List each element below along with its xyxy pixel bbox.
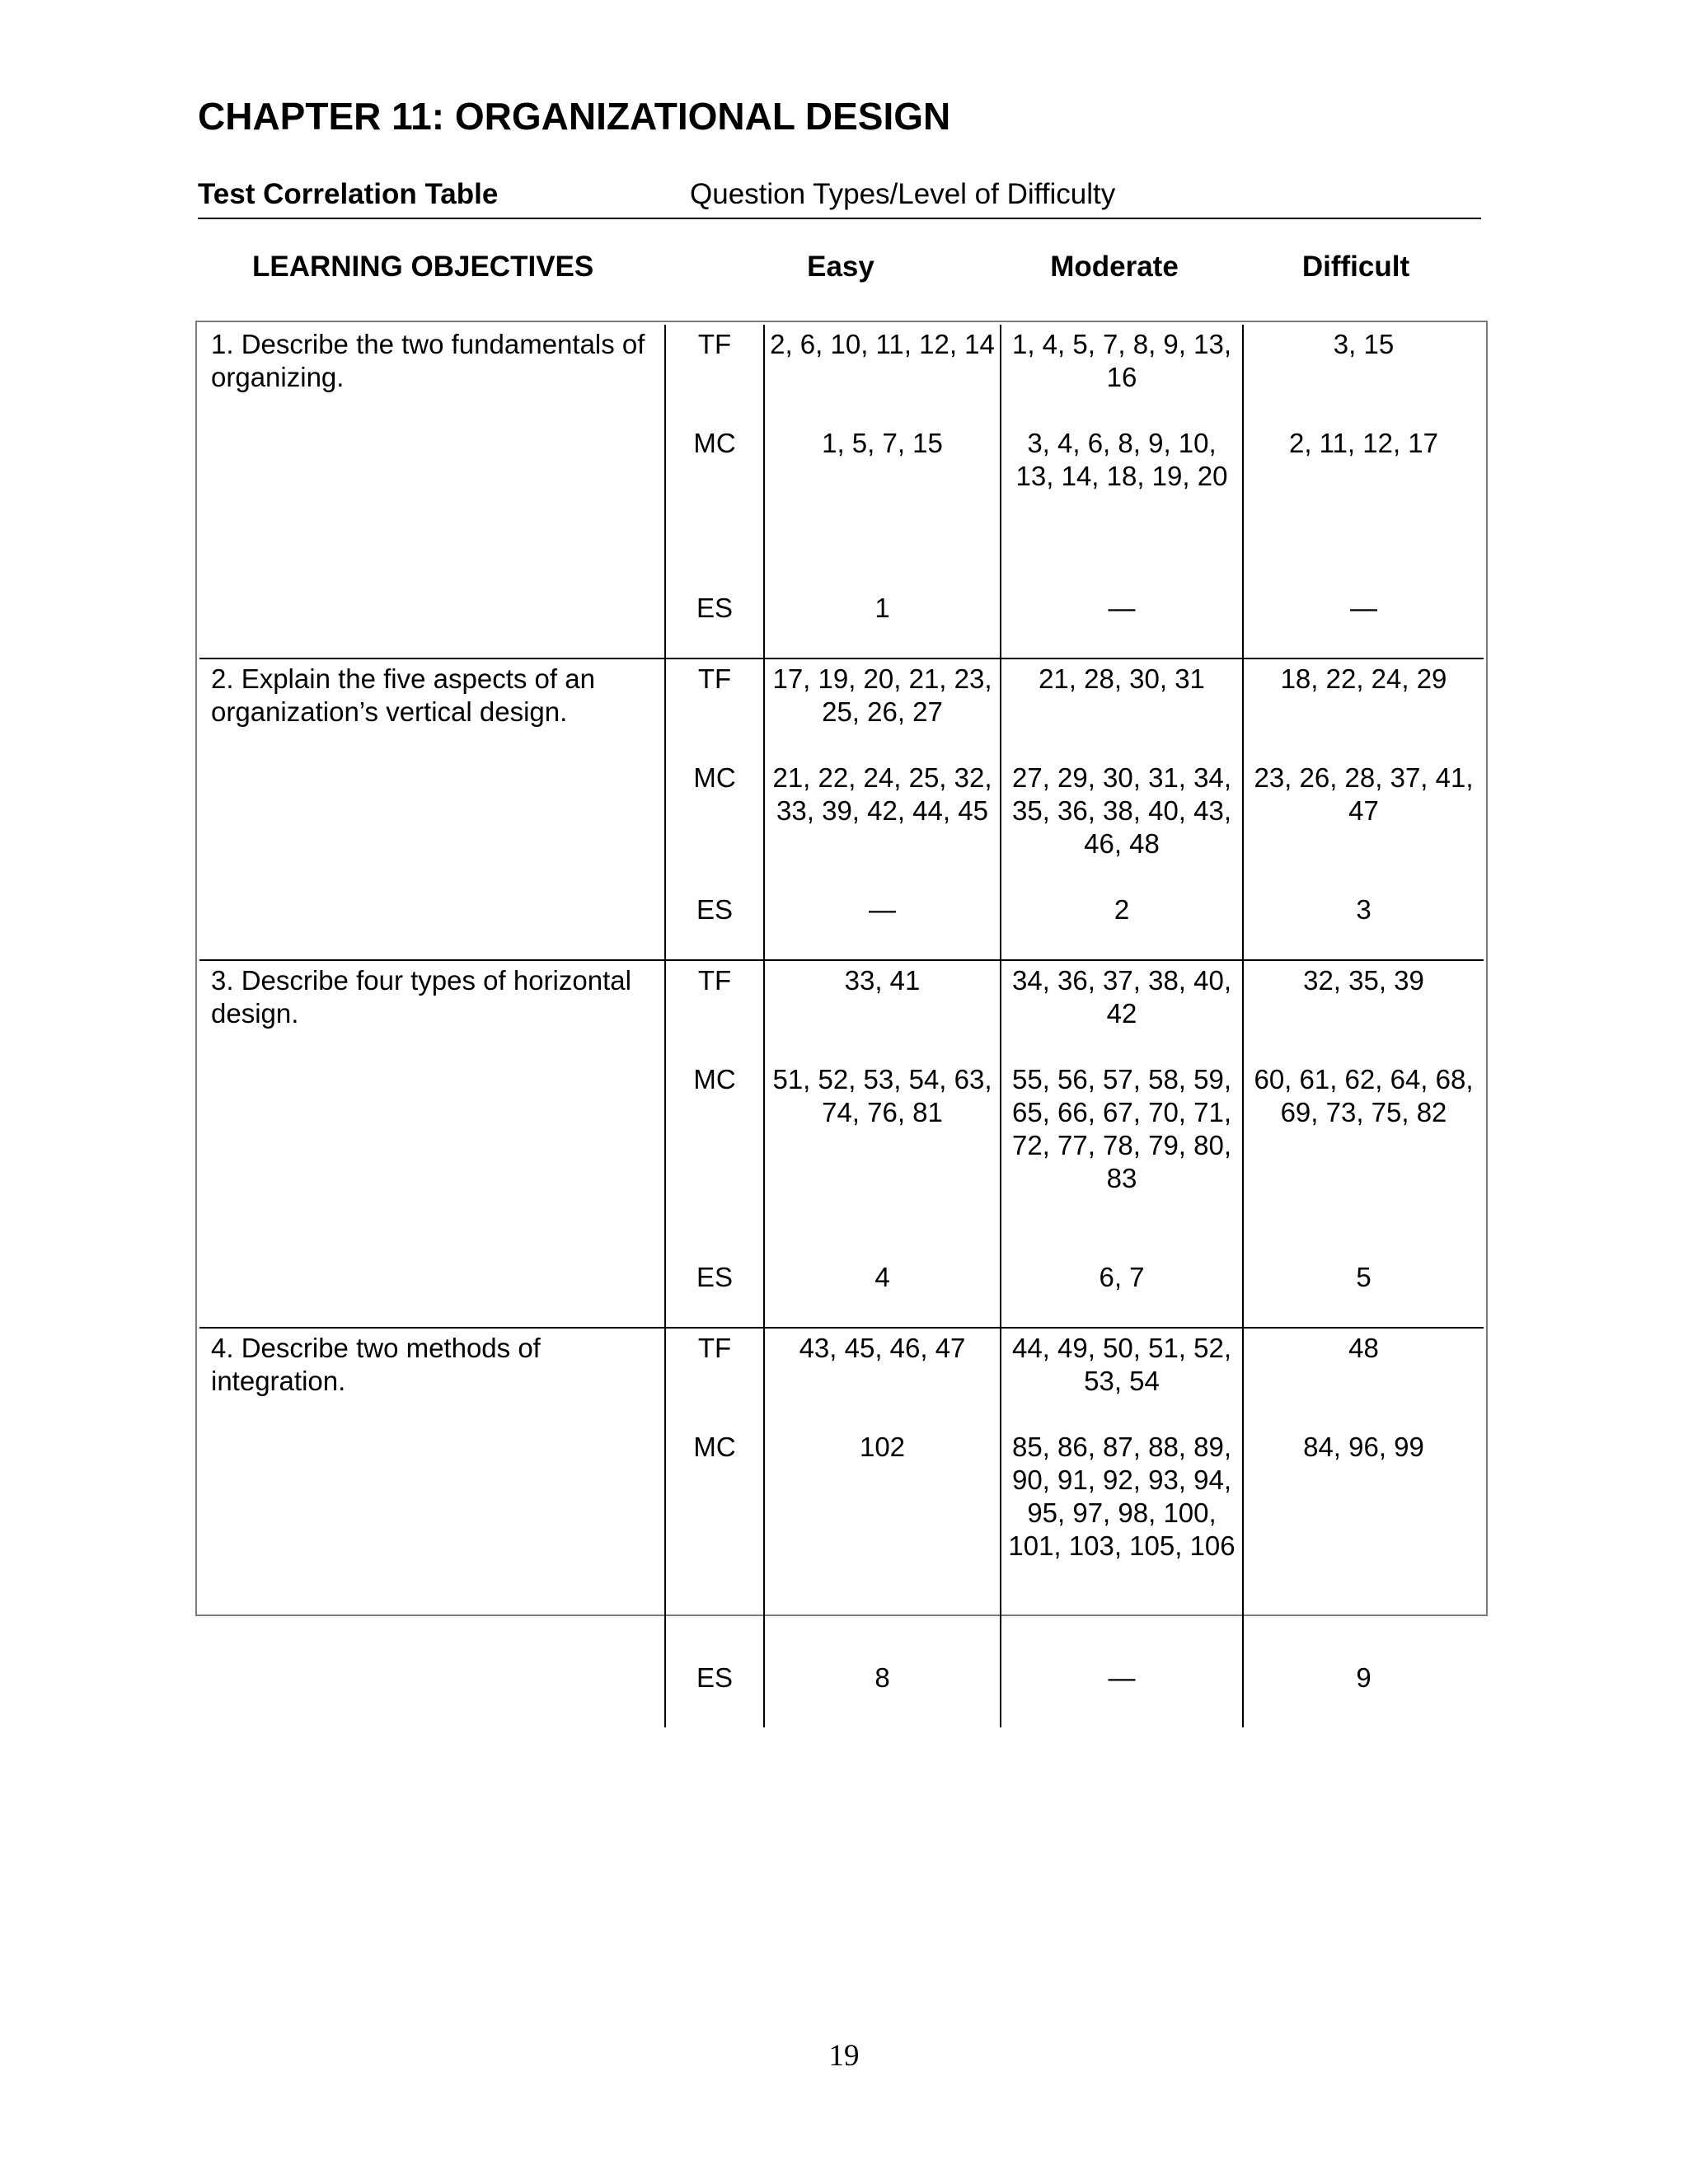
difficult-questions: — <box>1350 593 1377 623</box>
easy-cell <box>764 1328 1001 1727</box>
header-difficult-label: Difficult <box>1301 251 1410 283</box>
question-type: TF <box>697 1333 732 1363</box>
easy-questions: 4 <box>874 1262 890 1292</box>
question-type: TF <box>697 663 732 694</box>
easy-questions: 2, 6, 10, 11, 12, 14 <box>770 329 995 359</box>
easy-questions: 1, 5, 7, 15 <box>822 428 943 458</box>
moderate-questions: 27, 29, 30, 31, 34, 35, 36, 38, 40, 43, 46, 48 <box>1011 762 1232 859</box>
moderate-questions: 21, 28, 30, 31 <box>1039 663 1205 694</box>
header-learning-objectives: LEARNING OBJECTIVES <box>252 251 594 283</box>
difficult-cell <box>1243 1328 1484 1727</box>
moderate-cell <box>1001 1328 1243 1727</box>
test-correlation-label: Test Correlation Table <box>198 178 499 210</box>
chapter-title: CHAPTER 11: ORGANIZATIONAL DESIGN <box>198 95 951 138</box>
easy-questions: 51, 52, 53, 54, 63, 74, 76, 81 <box>772 1064 992 1127</box>
correlation-table-frame <box>195 321 1488 1693</box>
type-cell <box>665 325 764 658</box>
type-cell <box>665 1328 764 1727</box>
moderate-cell <box>1001 658 1243 960</box>
easy-questions: 33, 41 <box>844 965 921 996</box>
difficult-questions: 5 <box>1356 1262 1372 1292</box>
easy-cell <box>764 658 1001 960</box>
objective-text: 2. Explain the five aspects of an organization’s vertical design. <box>211 663 595 727</box>
objective-cell <box>199 325 665 658</box>
question-type: MC <box>693 428 736 458</box>
objective-cell <box>199 658 665 960</box>
page-number: 19 <box>828 2039 860 2073</box>
objective-row <box>199 658 1484 960</box>
objective-row <box>199 1328 1484 1727</box>
question-type: MC <box>693 762 736 793</box>
difficult-questions: 18, 22, 24, 29 <box>1280 663 1447 694</box>
moderate-questions: 6, 7 <box>1099 1262 1145 1292</box>
moderate-questions: 34, 36, 37, 38, 40, 42 <box>1011 965 1232 1029</box>
question-type: ES <box>696 593 734 623</box>
easy-cell <box>764 325 1001 658</box>
header-easy-label: Easy <box>807 251 874 283</box>
moderate-cell <box>1001 325 1243 658</box>
question-type: TF <box>697 965 732 996</box>
moderate-questions: 1, 4, 5, 7, 8, 9, 13, 16 <box>1011 329 1231 392</box>
difficult-questions: 23, 26, 28, 37, 41, 47 <box>1254 762 1474 826</box>
objective-cell <box>199 1328 665 1727</box>
objective-row <box>199 325 1484 658</box>
easy-questions: — <box>869 894 896 925</box>
easy-questions: 1 <box>874 593 890 623</box>
difficult-questions: 32, 35, 39 <box>1303 965 1424 996</box>
moderate-questions: 55, 56, 57, 58, 59, 65, 66, 67, 70, 71, 72, 77, 78, 79, 80, 83 <box>1011 1064 1232 1193</box>
moderate-cell <box>1001 960 1243 1328</box>
difficult-questions: 2, 11, 12, 17 <box>1288 428 1439 458</box>
question-type: ES <box>696 894 734 925</box>
question-type: TF <box>697 329 732 359</box>
easy-questions: 102 <box>859 1432 906 1462</box>
difficult-questions: 3, 15 <box>1333 329 1395 359</box>
question-type: MC <box>693 1432 736 1462</box>
correlation-table <box>199 325 1484 1727</box>
easy-questions: 21, 22, 24, 25, 32, 33, 39, 42, 44, 45 <box>772 762 992 826</box>
table-subheader <box>198 175 1481 219</box>
difficult-questions: 48 <box>1348 1333 1379 1363</box>
difficult-cell <box>1243 960 1484 1328</box>
question-type: ES <box>696 1262 734 1292</box>
objective-text: 4. Describe two methods of integration. <box>211 1333 541 1396</box>
type-cell <box>665 658 764 960</box>
moderate-questions: — <box>1108 1662 1136 1693</box>
type-cell <box>665 960 764 1328</box>
objective-row <box>199 960 1484 1328</box>
question-types-label: Question Types/Level of Difficulty <box>690 178 1116 210</box>
column-headers <box>198 251 1484 292</box>
moderate-questions: 85, 86, 87, 88, 89, 90, 91, 92, 93, 94, 95, 97, 98, 100, 101, 103, 105, 106 <box>1008 1432 1236 1561</box>
moderate-questions: 44, 49, 50, 51, 52, 53, 54 <box>1011 1333 1232 1396</box>
easy-cell <box>764 960 1001 1328</box>
moderate-questions: 3, 4, 6, 8, 9, 10, 13, 14, 18, 19, 20 <box>1015 428 1228 491</box>
difficult-questions: 3 <box>1356 894 1372 925</box>
easy-questions: 43, 45, 46, 47 <box>799 1333 966 1363</box>
easy-questions: 8 <box>874 1662 890 1693</box>
difficult-cell <box>1243 325 1484 658</box>
objective-text: 3. Describe four types of horizontal design. <box>211 965 631 1029</box>
question-type: MC <box>693 1064 736 1094</box>
objective-text: 1. Describe the two fundamentals of organizing. <box>211 329 645 392</box>
question-type: ES <box>696 1662 734 1693</box>
difficult-questions: 9 <box>1356 1662 1372 1693</box>
difficult-questions: 60, 61, 62, 64, 68, 69, 73, 75, 82 <box>1254 1064 1474 1127</box>
moderate-questions: — <box>1108 593 1136 623</box>
moderate-questions: 2 <box>1114 894 1130 925</box>
difficult-questions: 84, 96, 99 <box>1303 1432 1424 1462</box>
easy-questions: 17, 19, 20, 21, 23, 25, 26, 27 <box>772 663 992 727</box>
objective-cell <box>199 960 665 1328</box>
header-moderate-label: Moderate <box>1050 251 1179 283</box>
difficult-cell <box>1243 658 1484 960</box>
